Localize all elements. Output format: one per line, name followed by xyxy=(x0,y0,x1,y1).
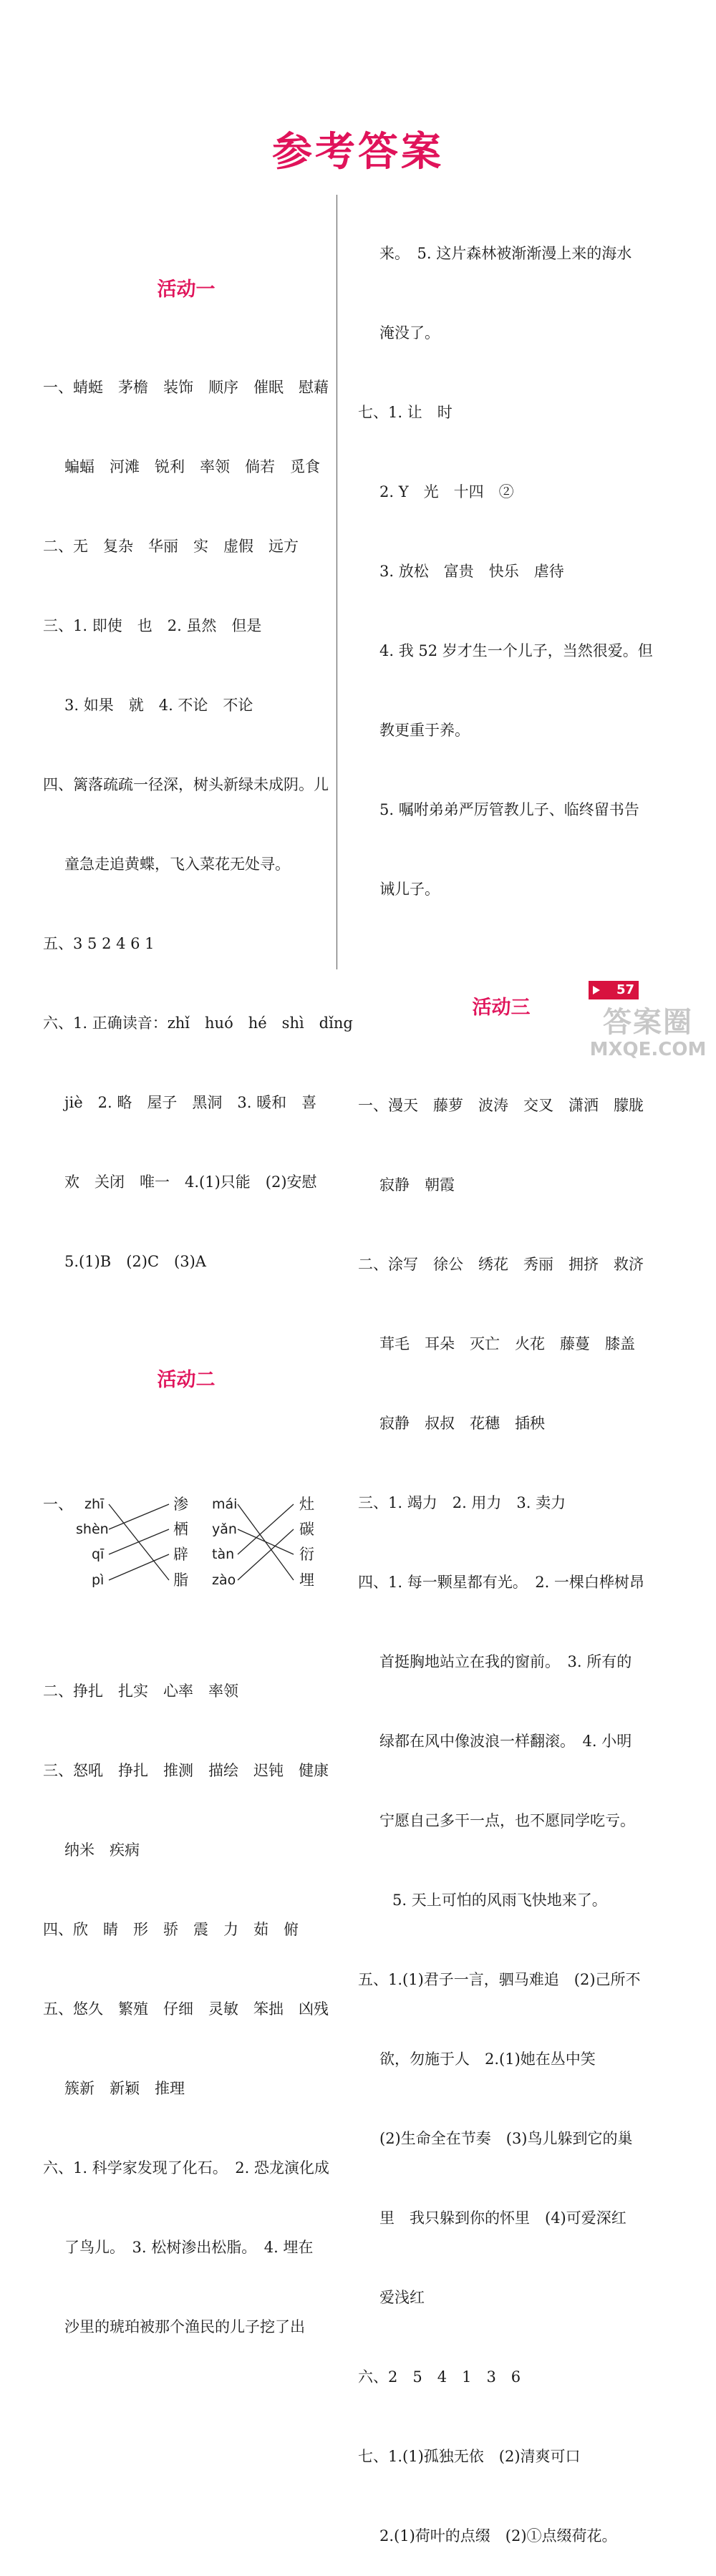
answer-line: 蝙蝠 河滩 锐利 率领 倘若 觅食 xyxy=(64,458,320,475)
watermark-logo xyxy=(584,1006,712,1065)
answer-line: 首挺胸地站立在我的窗前。 3. 所有的 xyxy=(379,1653,632,1670)
answer-line: 欲，勿施于人 2.(1)她在丛中笑 xyxy=(379,2050,596,2068)
answer-line: 3. 放松 富贵 快乐 虐待 xyxy=(379,563,564,580)
answer-line: 欢 关闭 唯一 4.(1)只能 (2)安慰 xyxy=(64,1173,317,1191)
answer-line: (2)生命全在节奏 (3)鸟儿躲到它的巢 xyxy=(379,2130,633,2147)
answer-line: 三、1. 竭力 2. 用力 3. 卖力 xyxy=(358,1494,566,1511)
watermark-url: MXQE.COM xyxy=(589,1039,707,1060)
answer-line: 二、涂写 徐公 绣花 秀丽 拥挤 救济 xyxy=(358,1256,644,1273)
play-arrow-icon xyxy=(593,986,600,994)
section-heading-activity-3: 活动三 xyxy=(472,997,531,1019)
left-column xyxy=(43,211,353,2367)
answer-line: 五、1.(1)君子一言，驷马难追 (2)己所不 xyxy=(358,1971,641,1988)
answer-line: 教更重于养。 xyxy=(379,722,470,739)
question-number: 一、 xyxy=(43,1496,73,1513)
pinyin-item: zào xyxy=(212,1572,236,1588)
answer-line: 寂静 叔叔 花穗 插秧 xyxy=(379,1415,545,1432)
answer-line: 寂静 朝霞 xyxy=(379,1176,455,1193)
pinyin-item: tàn xyxy=(212,1546,235,1562)
answer-line: 七、1. 让 时 xyxy=(358,404,453,421)
answer-line: 七、1.(1)孤独无依 (2)清爽可口 xyxy=(358,2448,581,2465)
match-line xyxy=(238,1529,294,1580)
answer-line: 了鸟儿。 3. 松树渗出松脂。 4. 埋在 xyxy=(64,2239,314,2256)
answer-line: 二、无 复杂 华丽 实 虚假 远方 xyxy=(43,538,299,555)
answer-line: 诫儿子。 xyxy=(379,881,440,898)
pinyin-item: yǎn xyxy=(212,1521,237,1537)
answer-line: 一、蜻蜓 茅檐 装饰 顺序 催眠 慰藉 xyxy=(43,379,329,396)
answer-line: 三、怒吼 挣扎 推测 描绘 迟钝 健康 xyxy=(43,1762,329,1779)
answer-line: 簇新 新颖 推理 xyxy=(64,2080,185,2097)
answer-line: 淹没了。 xyxy=(379,324,440,342)
answer-line: 5.(1)B (2)C (3)A xyxy=(64,1253,206,1270)
answer-line: 六、2 5 4 1 3 6 xyxy=(358,2368,521,2386)
watermark-text: 答案圈 xyxy=(603,1006,693,1039)
answer-line: 2.(1)荷叶的点缀 (2)①点缀荷花。 xyxy=(379,2527,617,2544)
answer-line: 来。 5. 这片森林被渐渐漫上来的海水 xyxy=(379,245,632,262)
answer-line: 4. 我 52 岁才生一个儿子，当然很爱。但 xyxy=(379,642,653,659)
character-item: 渗 xyxy=(173,1496,188,1513)
answer-line: 五、悠久 繁殖 仔细 灵敏 笨拙 凶残 xyxy=(43,2000,329,2018)
answer-line: 3. 如果 就 4. 不论 不论 xyxy=(64,697,253,714)
character-item: 衍 xyxy=(299,1546,314,1563)
pinyin-item: qī xyxy=(92,1546,105,1562)
character-item: 碳 xyxy=(299,1521,314,1538)
answer-line: 沙里的琥珀被那个渔民的儿子挖了出 xyxy=(64,2318,305,2335)
character-item: 灶 xyxy=(299,1496,314,1513)
section-heading-activity-2: 活动二 xyxy=(157,1369,216,1391)
answer-line: 宁愿自己多干一点，也不愿同学吃亏。 xyxy=(379,1812,635,1829)
answer-line: 爱浅红 xyxy=(379,2289,425,2306)
answer-line: jiè 2. 略 屋子 黑洞 3. 暖和 喜 xyxy=(64,1094,317,1111)
pinyin-item: shèn xyxy=(76,1521,109,1537)
matching-exercise xyxy=(43,1494,329,1599)
answer-line: 2. Y 光 十四 ② xyxy=(379,483,514,500)
match-line xyxy=(109,1554,169,1580)
match-line xyxy=(109,1504,169,1529)
answer-line: 三、1. 即使 也 2. 虽然 但是 xyxy=(43,617,262,634)
pinyin-item: zhī xyxy=(84,1496,105,1512)
answer-line: 五、3 5 2 4 6 1 xyxy=(43,935,155,952)
answer-line: 5. 嘱咐弟弟严厉管教儿子、临终留书告 xyxy=(379,801,639,818)
answer-line: 绿都在风中像波浪一样翻滚。 4. 小明 xyxy=(379,1733,632,1750)
answer-line: 四、篱落疏疏一径深，树头新绿未成阴。儿 xyxy=(43,776,329,793)
match-line xyxy=(238,1504,294,1554)
pinyin-item: pì xyxy=(92,1572,105,1588)
answer-line: 里 我只躲到你的怀里 (4)可爱深红 xyxy=(379,2209,626,2227)
answer-line: 四、1. 每一颗星都有光。 2. 一棵白桦树昂 xyxy=(358,1574,644,1591)
answer-line: 5. 天上可怕的风雨飞快地来了。 xyxy=(392,1892,607,1909)
answer-line: 二、挣扎 扎实 心率 率领 xyxy=(43,1682,238,1700)
answer-line: 茸毛 耳朵 灭亡 火花 藤蔓 膝盖 xyxy=(379,1335,635,1352)
character-item: 栖 xyxy=(173,1521,188,1538)
match-line xyxy=(238,1529,294,1554)
answer-line: 童急走追黄蝶，飞入菜花无处寻。 xyxy=(64,856,290,873)
answer-line: 纳米 疾病 xyxy=(64,1841,140,1859)
character-item: 脂 xyxy=(173,1572,188,1589)
answer-line: 六、1. 科学家发现了化石。 2. 恐龙演化成 xyxy=(43,2159,329,2176)
character-item: 辟 xyxy=(173,1546,188,1563)
page-number: 57 xyxy=(616,982,634,997)
match-line xyxy=(109,1529,169,1554)
section-heading-activity-1: 活动一 xyxy=(157,279,216,301)
answer-line: 一、漫天 藤萝 波涛 交叉 潇洒 朦胧 xyxy=(358,1097,644,1114)
answer-line: 六、1. 正确读音：zhǐ huó hé shì dǐng xyxy=(43,1015,353,1032)
answer-line: 四、欣 睛 形 骄 震 力 茹 俯 xyxy=(43,1921,299,1938)
pinyin-item: mái xyxy=(212,1496,238,1512)
character-item: 埋 xyxy=(299,1572,314,1589)
page-title: 参考答案 xyxy=(272,129,444,175)
page-number-badge xyxy=(589,981,639,999)
